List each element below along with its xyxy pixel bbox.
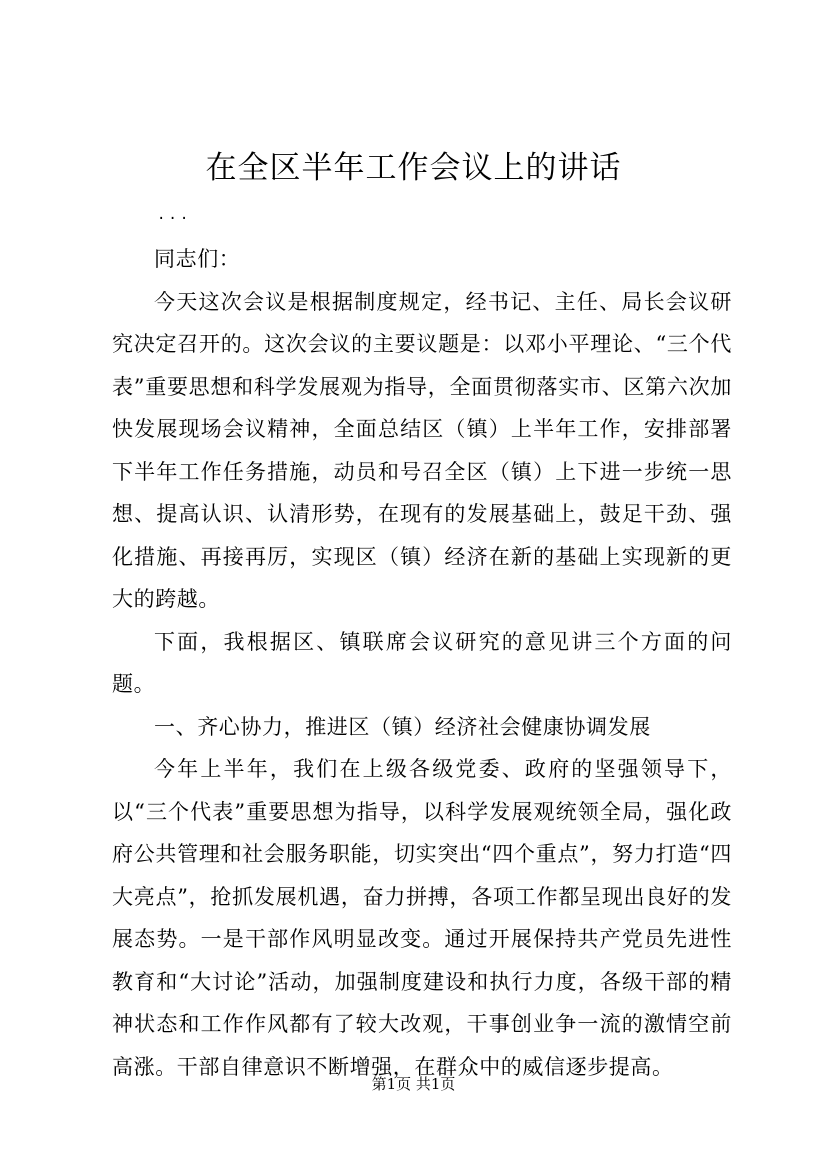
paragraph-outline: 下面，我根据区、镇联席会议研究的意见讲三个方面的问题。 [112,629,732,696]
ellipsis-marker: ... [157,207,192,223]
page-number-footer: 第1页 共1页 [371,1075,456,1093]
paragraph-intro: 今天这次会议是根据制度规定，经书记、主任、局长会议研究决定召开的。这次会议的主要议题是：以邓小平理论、“三个代表”重要思想和科学发展观为指导，全面贯彻落实市、区第六次加快发展现场会议精神，全面总结区（镇）上半年工作，安排部署下半年工作任务措施，动员和号召全区（镇）上下进一步统一思想、提高认识、认清形势，在现有的发展基础上，鼓足干劲、强化措施、再接再厉，实现区（镇）经济在新的基础上实现新的更大的跨越。 [112,289,732,611]
salutation: 同志们： [154,247,241,271]
document-title: 在全区半年工作会议上的讲话 [205,150,622,186]
paragraph-first-half-review: 今年上半年，我们在上级各级党委、政府的坚强领导下，以“三个代表”重要思想为指导，以科学发展观统领全局，强化政府公共管理和社会服务职能，切实突出“四个重点”，努力打造“四大亮点”，抢抓发展机遇，奋力拼搏，各项工作都呈现出良好的发展态势。一是干部作风明显改变。通过开展保持共产党员先进性教育和“大讨论”活动，加强制度建设和执行力度，各级干部的精神状态和工作作风都有了较大改观，干事创业争一流的激情空前高涨。干部自律意识不断增强，在群众中的威信逐步提高。 [112,757,732,1079]
document-body [112,238,732,1088]
section-heading-1: 一、齐心协力，推进区（镇）经济社会健康协调发展 [154,714,651,739]
